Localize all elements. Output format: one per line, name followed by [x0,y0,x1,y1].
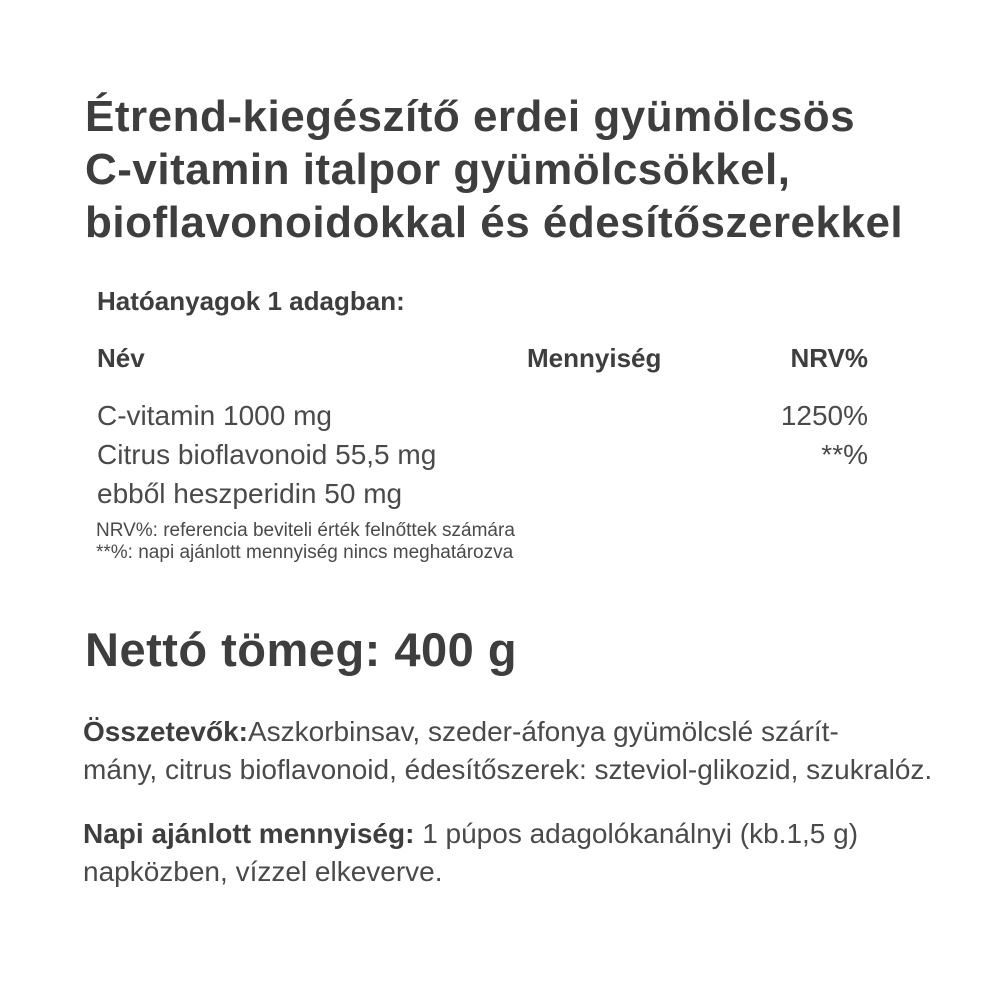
column-header-quantity: Mennyiség [527,343,662,373]
daily-dose-paragraph [83,815,940,891]
daily-dose-label: Napi ajánlott mennyiség: [83,818,415,849]
supplement-facts-table [0,343,1000,564]
ingredient-nrv: **% [821,439,868,470]
daily-dose-line-1 [83,815,940,853]
footnote-asterisk: **%: napi ajánlott mennyiség nincs meghatározva [96,542,514,563]
ingredients-line-2: mány, citrus bioflavonoid, édesítőszerek: szteviol-glikozid, szukralóz. [83,754,933,785]
ingredient-name: C-vitamin 1000 mg [97,400,332,431]
table-header-row [97,343,868,374]
table-row [97,435,868,474]
table-row [97,474,868,513]
column-header-nrv: NRV% [790,343,868,373]
product-title-line-3: bioflavonoidokkal és édesítőszerekkel [85,198,904,247]
table-footnotes [96,520,1000,564]
ingredient-nrv: 1250% [780,400,868,431]
product-title-line-2: C-vitamin italpor gyümölcsökkel, [85,145,791,194]
ingredient-name: ebből heszperidin 50 mg [97,478,403,509]
column-header-name: Név [97,343,145,373]
product-title [85,0,940,249]
ingredient-name: Citrus bioflavonoid 55,5 mg [97,439,437,470]
footnote-nrv: NRV%: referencia beviteli érték felnőttek számára [96,520,515,541]
active-ingredients-heading: Hatóanyagok 1 adagban: [97,286,405,316]
daily-dose-text-1: 1 púpos adagolókanálnyi (kb.1,5 g) [422,818,859,849]
daily-dose-line-2: napközben, vízzel elkeverve. [83,856,443,887]
ingredients-line-1 [83,713,940,751]
ingredients-label: Összetevők: [83,716,248,747]
ingredients-paragraph [83,713,940,789]
product-title-line-1: Étrend-kiegészítő erdei gyümölcsös [85,92,856,141]
ingredients-text-1: Aszkorbinsav, szeder-áfonya gyümölcslé szárít- [247,716,839,747]
net-weight: Nettó tömeg: 400 g [85,623,518,676]
table-row [97,396,868,435]
